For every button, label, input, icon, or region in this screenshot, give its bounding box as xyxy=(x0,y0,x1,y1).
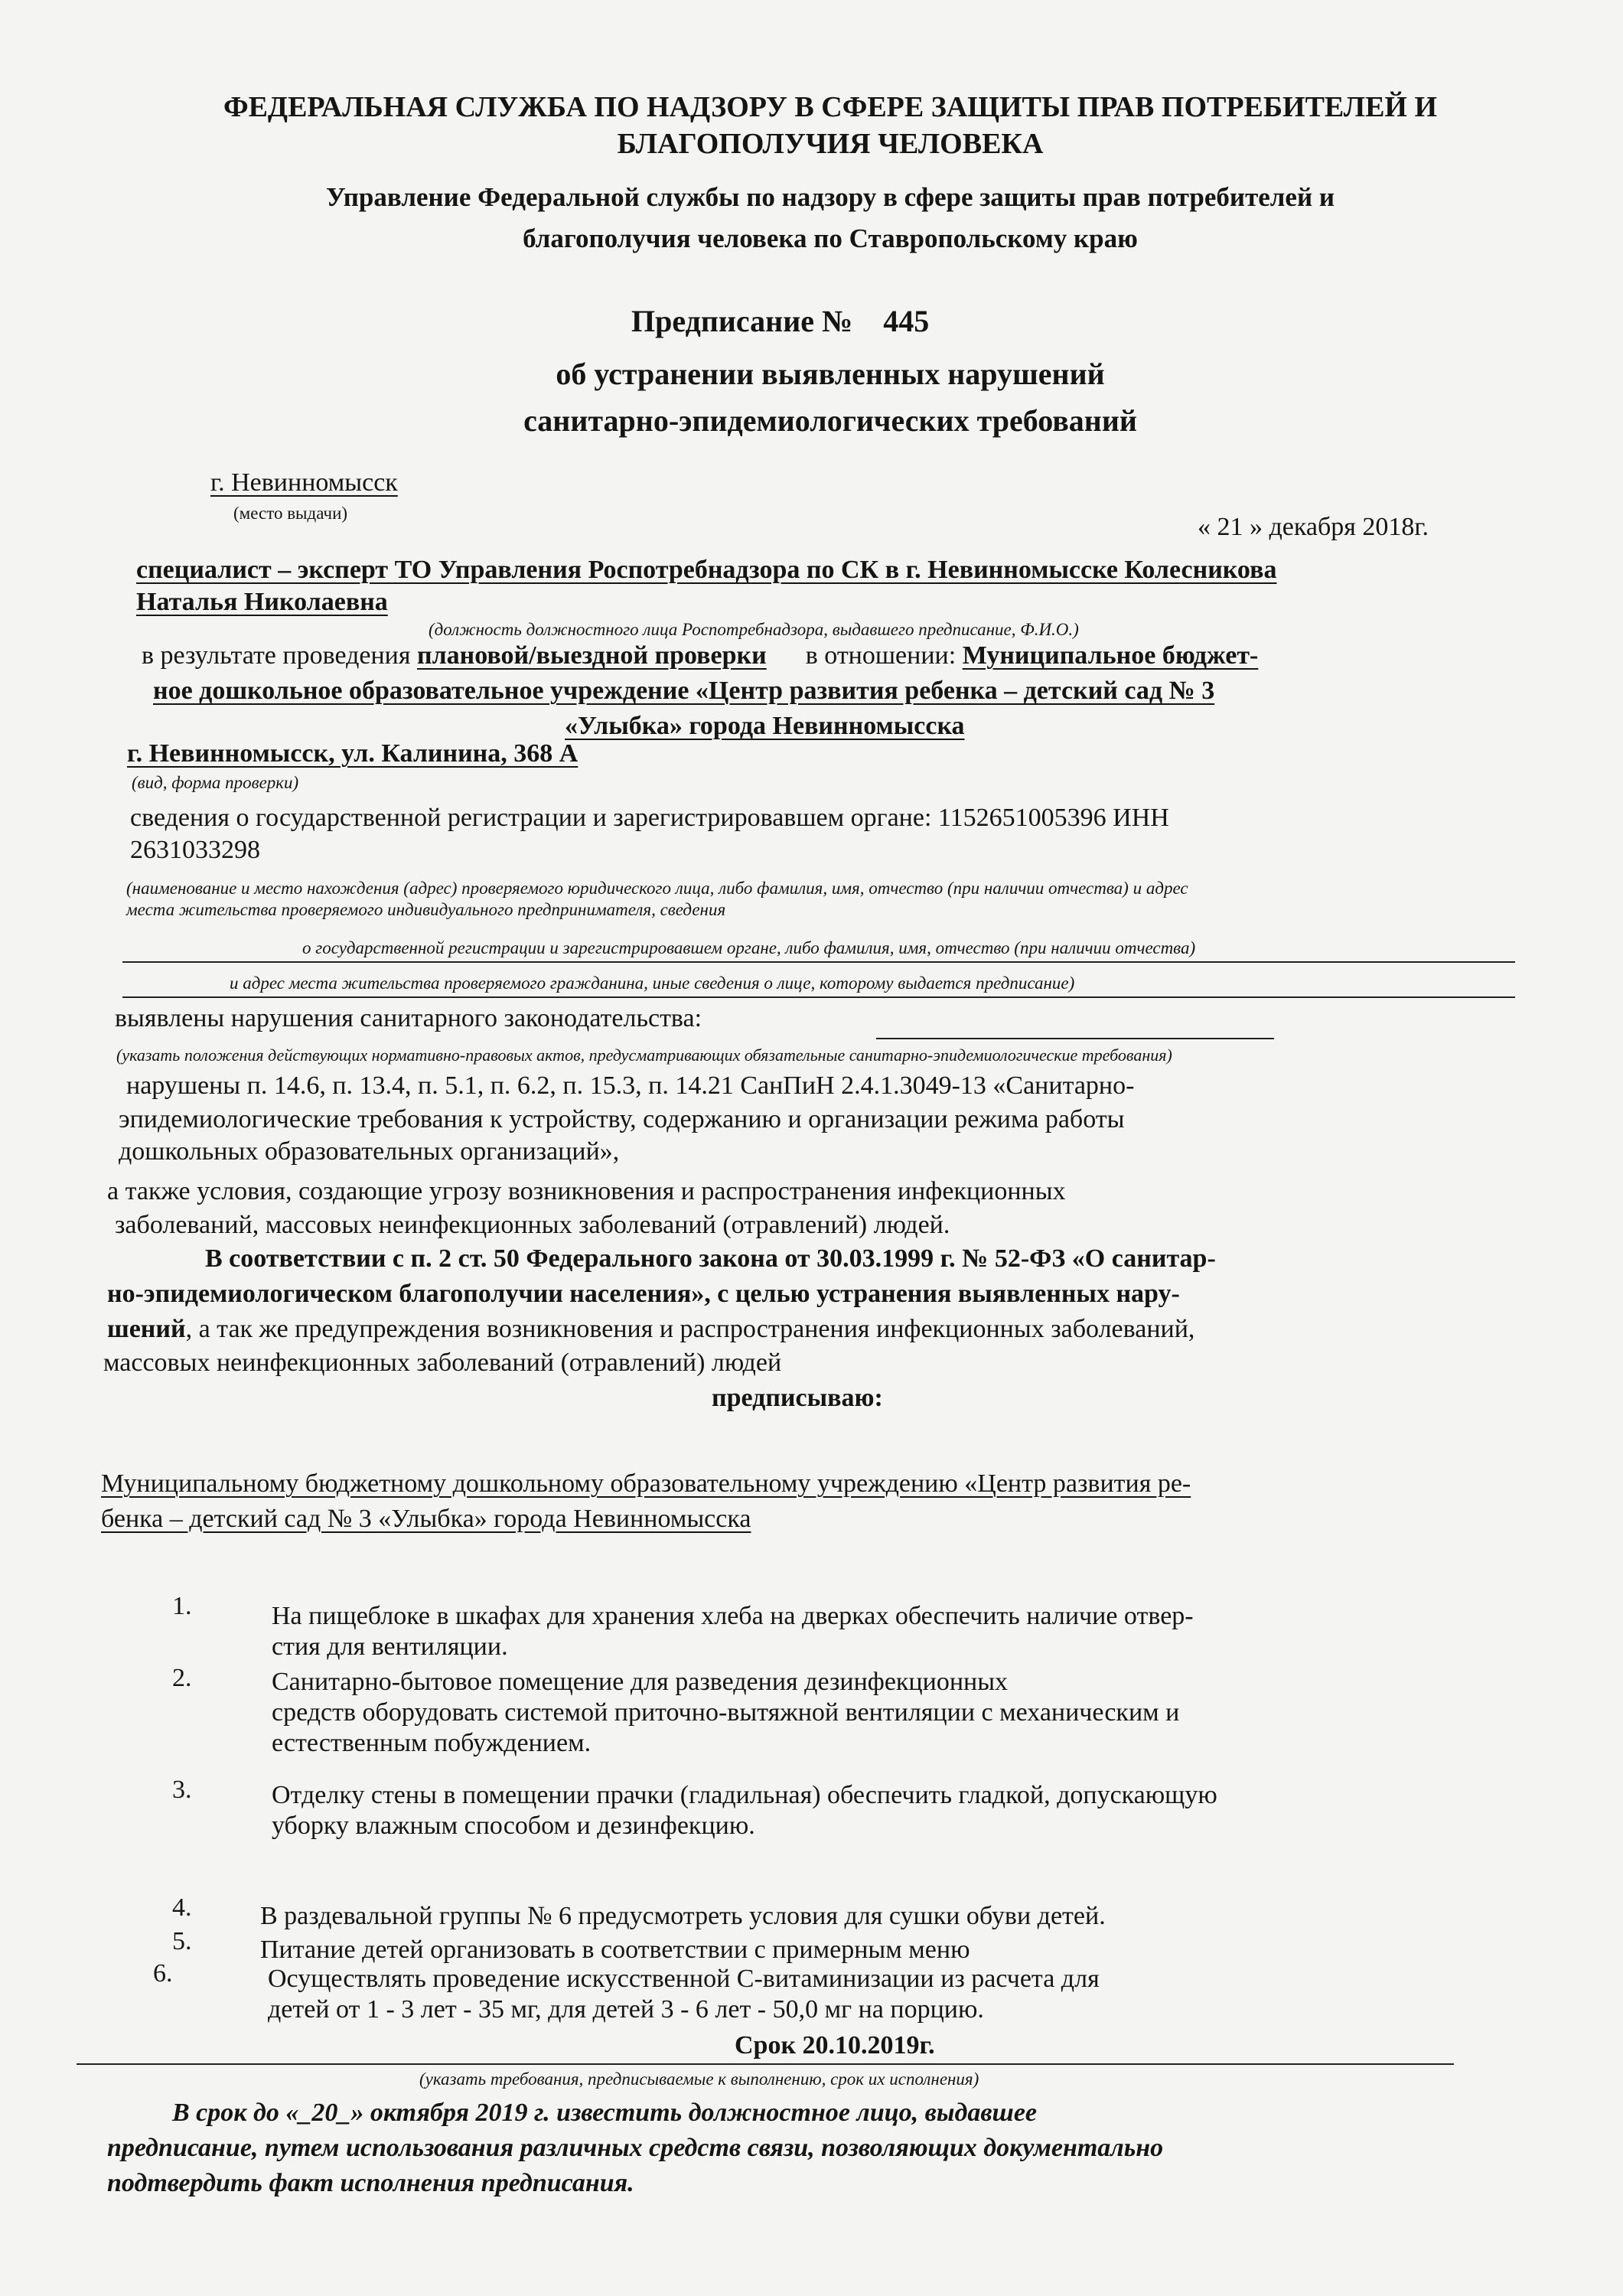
recipient-line-2: бенка – детский сад № 3 «Улыбка» города Невинномысска xyxy=(101,1505,751,1533)
notice-line-2: предписание, путем использования различных средств связи, позволяющих документально xyxy=(107,2134,1164,2162)
issue-place: г. Невинномысск xyxy=(210,468,398,497)
violations-heading: выявлены нарушения санитарного законодательства: xyxy=(115,1004,702,1032)
title-label: Предписание № 445 xyxy=(631,304,930,338)
header-line-4: благополучия человека по Ставропольскому краю xyxy=(523,223,1138,253)
issue-date: « 21 » декабря 2018г. xyxy=(1198,513,1429,541)
divider-2 xyxy=(122,996,1515,998)
basis-line-2: но-эпидемиологическом благополучии населения», с целью устранения выявленных нару- xyxy=(107,1280,1180,1308)
registration-caption-3: о государственной регистрации и зарегистрировавшем органе, либо фамилия, имя, отчество (при наличии отчества) xyxy=(302,938,1196,957)
org-name-line-3: «Улыбка» города Невинномысска xyxy=(565,712,965,740)
item-2-number: 2. xyxy=(172,1664,192,1692)
violations-line-4: а также условия, создающие угрозу возникновения и распространения инфекционных xyxy=(107,1177,1066,1205)
prescription-number: 445 xyxy=(883,304,930,338)
violations-line-3: дошкольных образовательных организаций», xyxy=(119,1137,620,1166)
item-4-number: 4. xyxy=(172,1893,192,1922)
violations-blank-line xyxy=(876,1038,1274,1039)
basis-line-3: шений, а так же предупреждения возникновения и распространения инфекционных заболеваний, xyxy=(107,1315,1195,1343)
notice-line-3: подтвердить факт исполнения предписания. xyxy=(107,2169,634,2197)
deadline-caption: (указать требования, предписываемые к выполнению, срок их исполнения) xyxy=(419,2069,979,2089)
item-3-text: Отделку стены в помещении прачки (гладильная) обеспечить гладкой, допускающую уборку влажным способом и дезинфекцию. xyxy=(272,1781,1217,1840)
item-1-text: На пищеблоке в шкафах для хранения хлеба на дверках обеспечить наличие отвер- стия для вентиляции. xyxy=(272,1602,1194,1661)
header-line-3: Управление Федеральной службы по надзору в сфере защиты прав потребителей и xyxy=(325,182,1335,212)
recipient-line-1: Муниципальному бюджетному дошкольному образовательному учреждению «Центр развития ре- xyxy=(101,1469,1191,1498)
inspection-line-1: в результате проведения плановой/выездной проверки в отношении: Муниципальное бюджет- xyxy=(142,641,1259,670)
violations-caption: (указать положения действующих нормативно-правовых актов, предусматривающих обязательные санитарно-эпидемиологические требования) xyxy=(116,1045,1172,1065)
item-6-number: 6. xyxy=(153,1959,173,1988)
header-line-2: БЛАГОПОЛУЧИЯ ЧЕЛОВЕКА xyxy=(617,128,1044,160)
item-1-number: 1. xyxy=(172,1592,192,1620)
notice-line-1: В срок до «_20_» октября 2019 г. известить должностное лицо, выдавшее xyxy=(172,2099,1038,2127)
org-name-line-2: ное дошкольное образовательное учреждение «Центр развития ребенка – детский сад № 3 xyxy=(153,677,1215,705)
title-sub-1: об устранении выявленных нарушений xyxy=(556,357,1105,391)
item-2-text: Санитарно-бытовое помещение для разведения дезинфекционных средств оборудовать системой приточно-вытяжной вентиляции с механическим и естественным побуждением. xyxy=(272,1668,1180,1757)
official-caption: (должность должностного лица Роспотребнадзора, выдавшего предписание, Ф.И.О.) xyxy=(429,620,1079,639)
violations-line-5: заболеваний, массовых неинфекционных заболеваний (отравлений) людей. xyxy=(115,1211,950,1239)
inspection-type: плановой/выездной проверки xyxy=(417,641,767,670)
item-5-number: 5. xyxy=(172,1927,192,1955)
registration-caption-2: места жительства проверяемого индивидуального предпринимателя, сведения xyxy=(126,900,726,919)
official-line-1: специалист – эксперт ТО Управления Роспотребнадзора по СК в г. Невинномысске Колесникова xyxy=(136,556,1277,584)
official-line-2: Наталья Николаевна xyxy=(136,588,388,616)
registration-line-2: 2631033298 xyxy=(130,836,260,864)
item-4-text: В раздевальной группы № 6 предусмотреть условия для сушки обуви детей. xyxy=(260,1902,1106,1930)
basis-line-4: массовых неинфекционных заболеваний (отравлений) людей xyxy=(103,1349,782,1377)
registration-line-1: сведения о государственной регистрации и зарегистрировавшем органе: 1152651005396 ИНН xyxy=(130,804,1169,832)
item-6-text: Осуществлять проведение искусственной С-витаминизации из расчета для детей от 1 - 3 лет - 35 мг, для детей 3 - 6 лет - 50,0 мг на порцию. xyxy=(268,1965,1100,2024)
deadline: Срок 20.10.2019г. xyxy=(735,2031,935,2060)
title-sub-2: санитарно-эпидемиологических требований xyxy=(523,403,1137,438)
divider-3 xyxy=(77,2063,1454,2065)
prescribe-heading: предписываю: xyxy=(712,1384,883,1412)
inspection-caption: (вид, форма проверки) xyxy=(132,773,299,792)
org-address: г. Невинномысск, ул. Калинина, 368 А xyxy=(127,739,578,768)
registration-caption-4: и адрес места жительства проверяемого гражданина, иные сведения о лице, которому выдается предписание) xyxy=(230,974,1075,993)
org-name-part-1: Муниципальное бюджет- xyxy=(962,641,1259,670)
issue-place-caption: (место выдачи) xyxy=(233,504,348,523)
item-5-text: Питание детей организовать в соответствии с примерным меню xyxy=(260,1936,970,1964)
basis-line-1: В соответствии с п. 2 ст. 50 Федерального закона от 30.03.1999 г. № 52-ФЗ «О санитар- xyxy=(205,1244,1216,1273)
divider-1 xyxy=(122,961,1515,963)
violations-line-2: эпидемиологические требования к устройству, содержанию и организации режима работы xyxy=(119,1105,1125,1133)
registration-caption-1: (наименование и место нахождения (адрес) проверяемого юридического лица, либо фамилия, имя, отчество (при наличии отчества) и адрес xyxy=(126,879,1188,898)
header-line-1: ФЕДЕРАЛЬНАЯ СЛУЖБА ПО НАДЗОРУ В СФЕРЕ ЗАЩИТЫ ПРАВ ПОТРЕБИТЕЛЕЙ И xyxy=(223,91,1438,123)
item-3-number: 3. xyxy=(172,1776,192,1804)
violations-line-1: нарушены п. 14.6, п. 13.4, п. 5.1, п. 6.2, п. 15.3, п. 14.21 СанПиН 2.4.1.3049-13 «Санитарно- xyxy=(126,1071,1135,1100)
